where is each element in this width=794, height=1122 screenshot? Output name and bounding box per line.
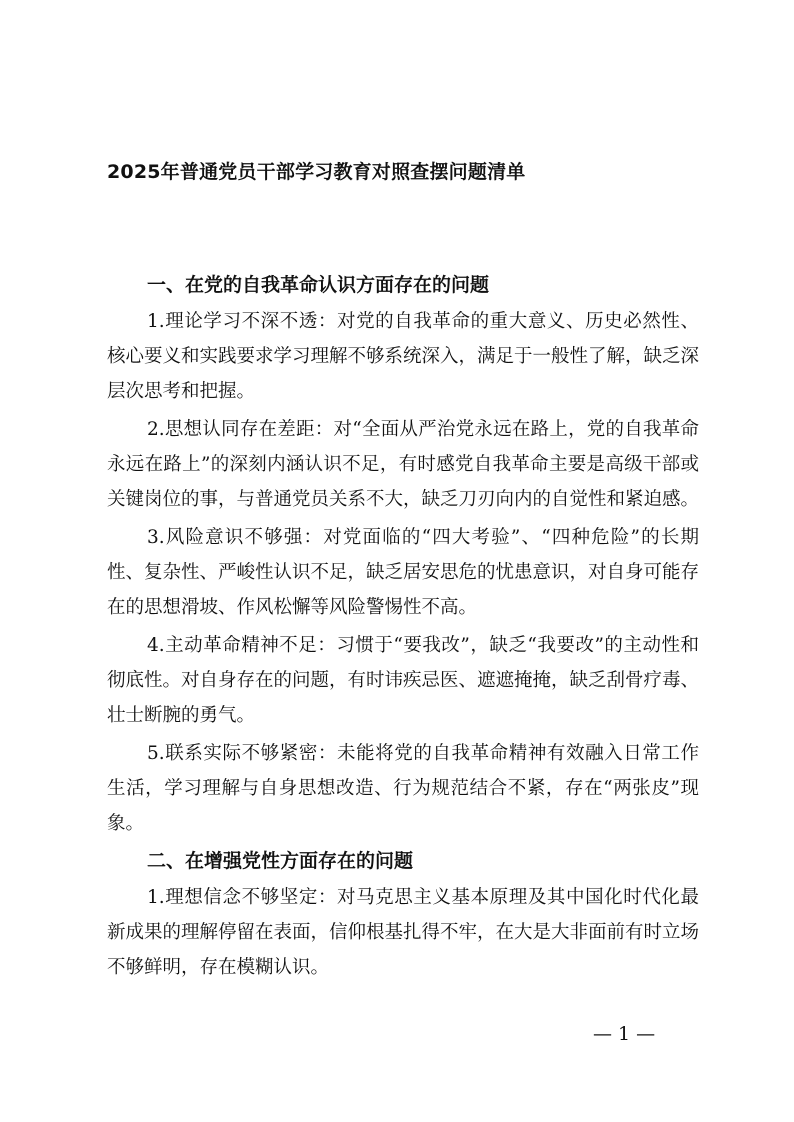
problem-item: 2.思想认同存在差距：对“全面从严治党永远在路上，党的自我革命永远在路上”的深刻内涵认识不足，有时感党自我革命主要是高级干部或关键岗位的事，与普通党员关系不大，缺乏刀刃向内的自觉性和紧迫感。 [107, 419, 700, 510]
problem-item: 1.理论学习不深不透：对党的自我革命的重大意义、历史必然性、核心要义和实践要求学习理解不够系统深入，满足于一般性了解，缺乏深层次思考和把握。 [107, 311, 700, 402]
section-heading: 一、在党的自我革命认识方面存在的问题 [147, 274, 490, 296]
document-body [107, 268, 699, 988]
problem-item: 4.主动革命精神不足：习惯于“要我改”，缺乏“我要改”的主动性和彻底性。对自身存在的问题，有时讳疾忌医、遮遮掩掩，缺乏刮骨疗毒、壮士断腕的勇气。 [107, 635, 700, 726]
section-1 [107, 268, 699, 841]
section-2 [107, 844, 699, 985]
problem-item: 3.风险意识不够强：对党面临的“四大考验”、“四种危险”的长期性、复杂性、严峻性认识不足，缺乏居安思危的忧患意识，对自身可能存在的思想滑坡、作风松懈等风险警惕性不高。 [107, 527, 700, 618]
section-heading: 二、在增强党性方面存在的问题 [147, 850, 414, 872]
page-number: — 1 — [593, 1023, 656, 1045]
problem-item: 1.理想信念不够坚定：对马克思主义基本原理及其中国化时代化最新成果的理解停留在表面，信仰根基扎得不牢，在大是大非面前有时立场不够鲜明，存在模糊认识。 [107, 887, 700, 978]
document-title: 2025年普通党员干部学习教育对照查摆问题清单 [107, 161, 526, 183]
problem-item: 5.联系实际不够紧密：未能将党的自我革命精神有效融入日常工作生活，学习理解与自身思想改造、行为规范结合不紧，存在“两张皮”现象。 [107, 743, 699, 834]
